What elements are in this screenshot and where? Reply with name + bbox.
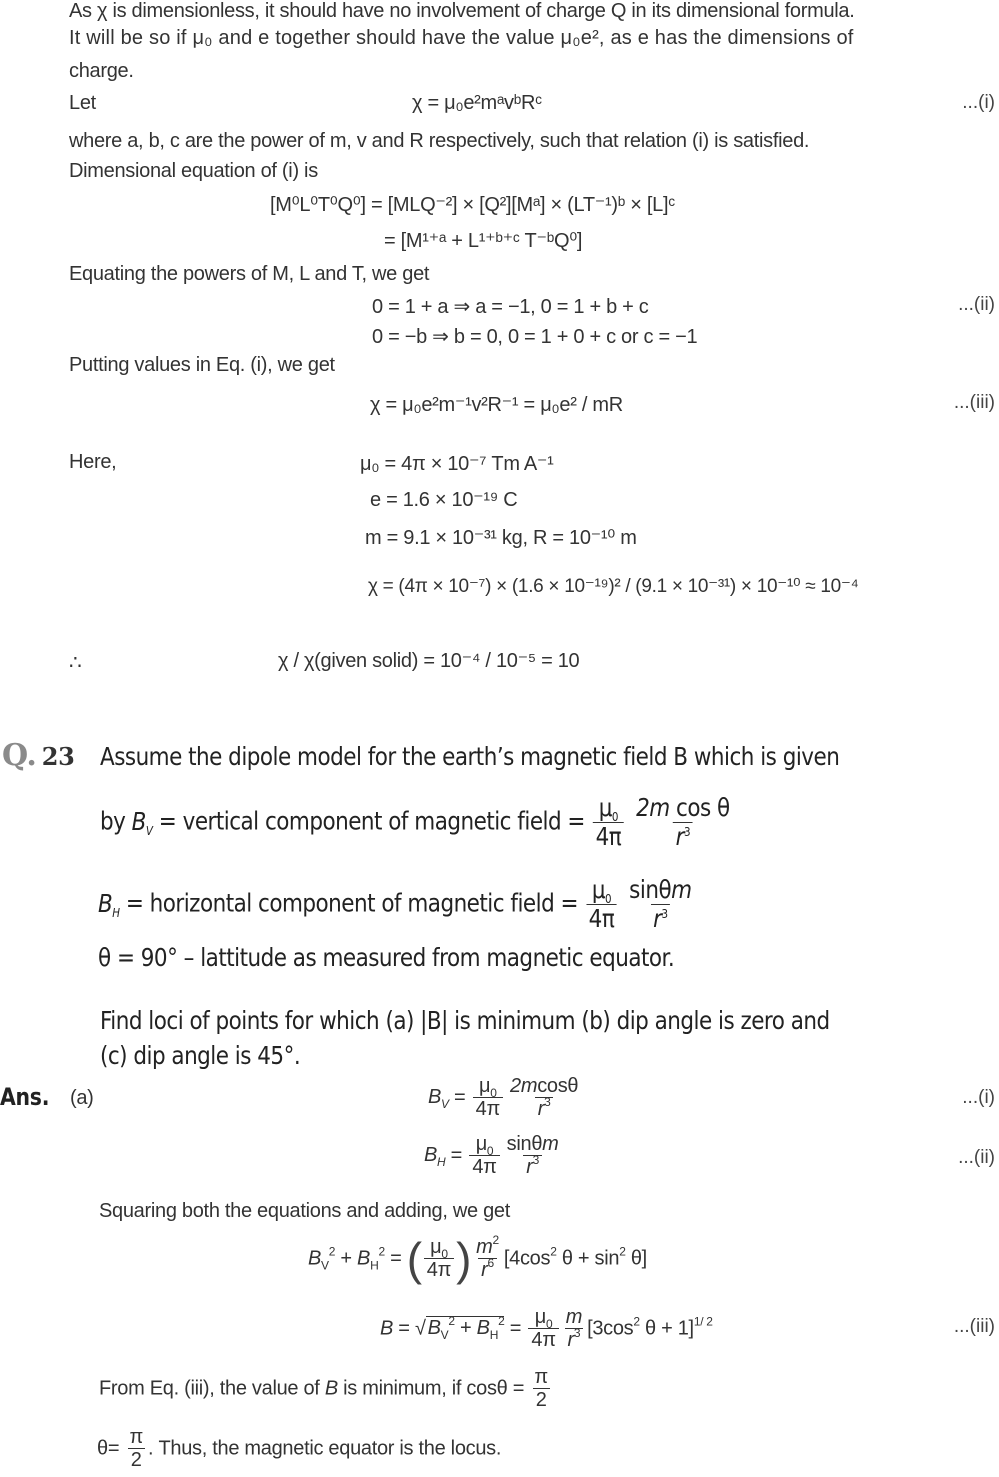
m-r-value: m = 9.1 × 10⁻³¹ kg, R = 10⁻¹⁰ m (365, 527, 637, 549)
equation-ii-tag: ...(ii) (958, 294, 995, 315)
find-line-2: (c) dip angle is 45°. (100, 1041, 301, 1070)
vertical-fraction: $\frac{\text{2m cos θ}}{r^3}$ (636, 793, 730, 851)
horizontal-component-text: = horizontal component of magnetic field = (125, 888, 579, 918)
question-number: 23 (41, 742, 75, 771)
equation-i-tag: ...(i) (962, 92, 995, 113)
question-line-3 (98, 876, 696, 933)
therefore-symbol: ∴ (69, 652, 82, 674)
answer-equation-i: $B_V$ = $\frac{\mu_0}{4\pi}$ $\frac{2mcos\theta}{r^3}$ (428, 1075, 583, 1121)
by-label: by (100, 806, 126, 836)
vertical-component-text: = vertical component of magnetic field = (158, 806, 585, 836)
intro-line-3: charge. (69, 60, 134, 82)
equation-iii: χ = μ₀e²m⁻¹v²R⁻¹ = μ₀e² / mR (370, 394, 623, 416)
b-magnitude-tag: ...(iii) (953, 1316, 995, 1337)
e-value: e = 1.6 × 10⁻¹⁹ C (370, 489, 518, 511)
mu0-over-4pi-fraction: $\frac{\mu_0}{4\pi}$ (593, 794, 624, 851)
intro-line-2: It will be so if μ₀ and e together should have the value μ₀e², as e has the dimensions of (69, 27, 854, 49)
theta-definition: θ = 90° – lattitude as measured from magnetic equator. (98, 943, 675, 972)
sum-of-squares-equation: $B_V^2 + B_H^2$ = ( $\frac{\mu_0}{4\pi}$ ) $\frac{m^2}{r^6}$ [$4\cos^2$ $\theta + \sin^2 \theta$] (308, 1233, 647, 1285)
here-label: Here, (69, 451, 117, 473)
answer-part-a: (a) (70, 1087, 94, 1109)
where-line: where a, b, c are the power of m, v and R respectively, such that relation (i) is satisfied. (69, 130, 810, 152)
equation-i-text: χ = μ₀e²mᵃvᵇRᶜ (412, 92, 542, 114)
question-mark-icon: Q. (2, 738, 37, 773)
dimensional-equation-line-1: [M⁰L⁰T⁰Q⁰] = [MLQ⁻²] × [Q²][Mᵃ] × (LT⁻¹)ᵇ × [L]ᶜ (270, 194, 675, 216)
chi-calculation: χ = (4π × 10⁻⁷) × (1.6 × 10⁻¹⁹)² / (9.1 × 10⁻³¹) × 10⁻¹⁰ ≈ 10⁻⁴ (368, 576, 859, 597)
mu0-over-4pi-fraction: $\frac{\mu_0}{4\pi}$ (473, 1075, 503, 1121)
equation-ii-line-2: 0 = −b ⇒ b = 0, 0 = 1 + 0 + c or c = −1 (372, 326, 698, 348)
mu0-over-4pi-fraction: $\frac{\mu_0}{4\pi}$ (469, 1133, 499, 1179)
intro-line-1: As χ is dimensionless, it should have no involvement of charge Q in its dimensional formula. (69, 0, 855, 22)
putting-label: Putting values in Eq. (i), we get (69, 354, 335, 376)
answer-equation-ii-tag: ...(ii) (958, 1147, 995, 1168)
from-equation-line: From Eq. (iii), the value of B is minimum, if cosθ = $\frac{\pi}{2}$ (99, 1366, 548, 1411)
equating-label: Equating the powers of M, L and T, we get (69, 263, 430, 285)
squaring-label: Squaring both the equations and adding, we get (99, 1200, 510, 1222)
bh-fraction: $\frac{\sin\theta m}{r^3}$ (506, 1133, 559, 1178)
equation-i (412, 92, 542, 115)
answer-equation-i-tag: ...(i) (962, 1087, 995, 1108)
mu0-over-4pi-fraction: $\frac{\mu_0}{4\pi}$ (586, 876, 617, 933)
equation-ii-line-1: 0 = 1 + a ⇒ a = −1, 0 = 1 + b + c (372, 296, 649, 318)
question-header (2, 738, 75, 773)
bh-symbol: $B_H$ (98, 888, 120, 920)
let-label: Let (69, 92, 96, 114)
horizontal-fraction: $\frac{\sin\theta m}{r^3}$ (629, 875, 692, 933)
answer-equation-ii: $B_H$ = $\frac{\mu_0}{4\pi}$ $\frac{\sin\theta m}{r^3}$ (424, 1133, 564, 1179)
bv-symbol: $B_V$ (131, 806, 153, 838)
dimensional-equation-label: Dimensional equation of (i) is (69, 160, 318, 182)
dimensional-equation-line-2: = [M¹⁺ᵃ + L¹⁺ᵇ⁺ᶜ T⁻ᵇQ⁰] (384, 230, 583, 252)
ratio-equation: χ / χ(given solid) = 10⁻⁴ / 10⁻⁵ = 10 (278, 650, 580, 672)
conclusion-line: θ= $\frac{\pi}{2}$ . Thus, the magnetic equator is the locus. (97, 1426, 502, 1471)
question-line-2 (100, 794, 734, 851)
question-line-1: Assume the dipole model for the earth’s magnetic field B which is given (100, 742, 840, 771)
answer-label: Ans. (0, 1083, 50, 1111)
bv-fraction: $\frac{2mcos\theta}{r^3}$ (510, 1075, 579, 1120)
find-line-1: Find loci of points for which (a) |B| is minimum (b) dip angle is zero and (100, 1006, 830, 1035)
b-magnitude-equation: B = √ $B_V^2 + B_H^2$ = $\frac{\mu_0}{4\pi}$ $\frac{m}{r^3}$ [$3\cos^2$ θ + 1]$^{1/ 2}$ (380, 1306, 713, 1351)
equation-iii-tag: ...(iii) (953, 392, 995, 413)
mu0-value: μ₀ = 4π × 10⁻⁷ Tm A⁻¹ (360, 453, 554, 475)
